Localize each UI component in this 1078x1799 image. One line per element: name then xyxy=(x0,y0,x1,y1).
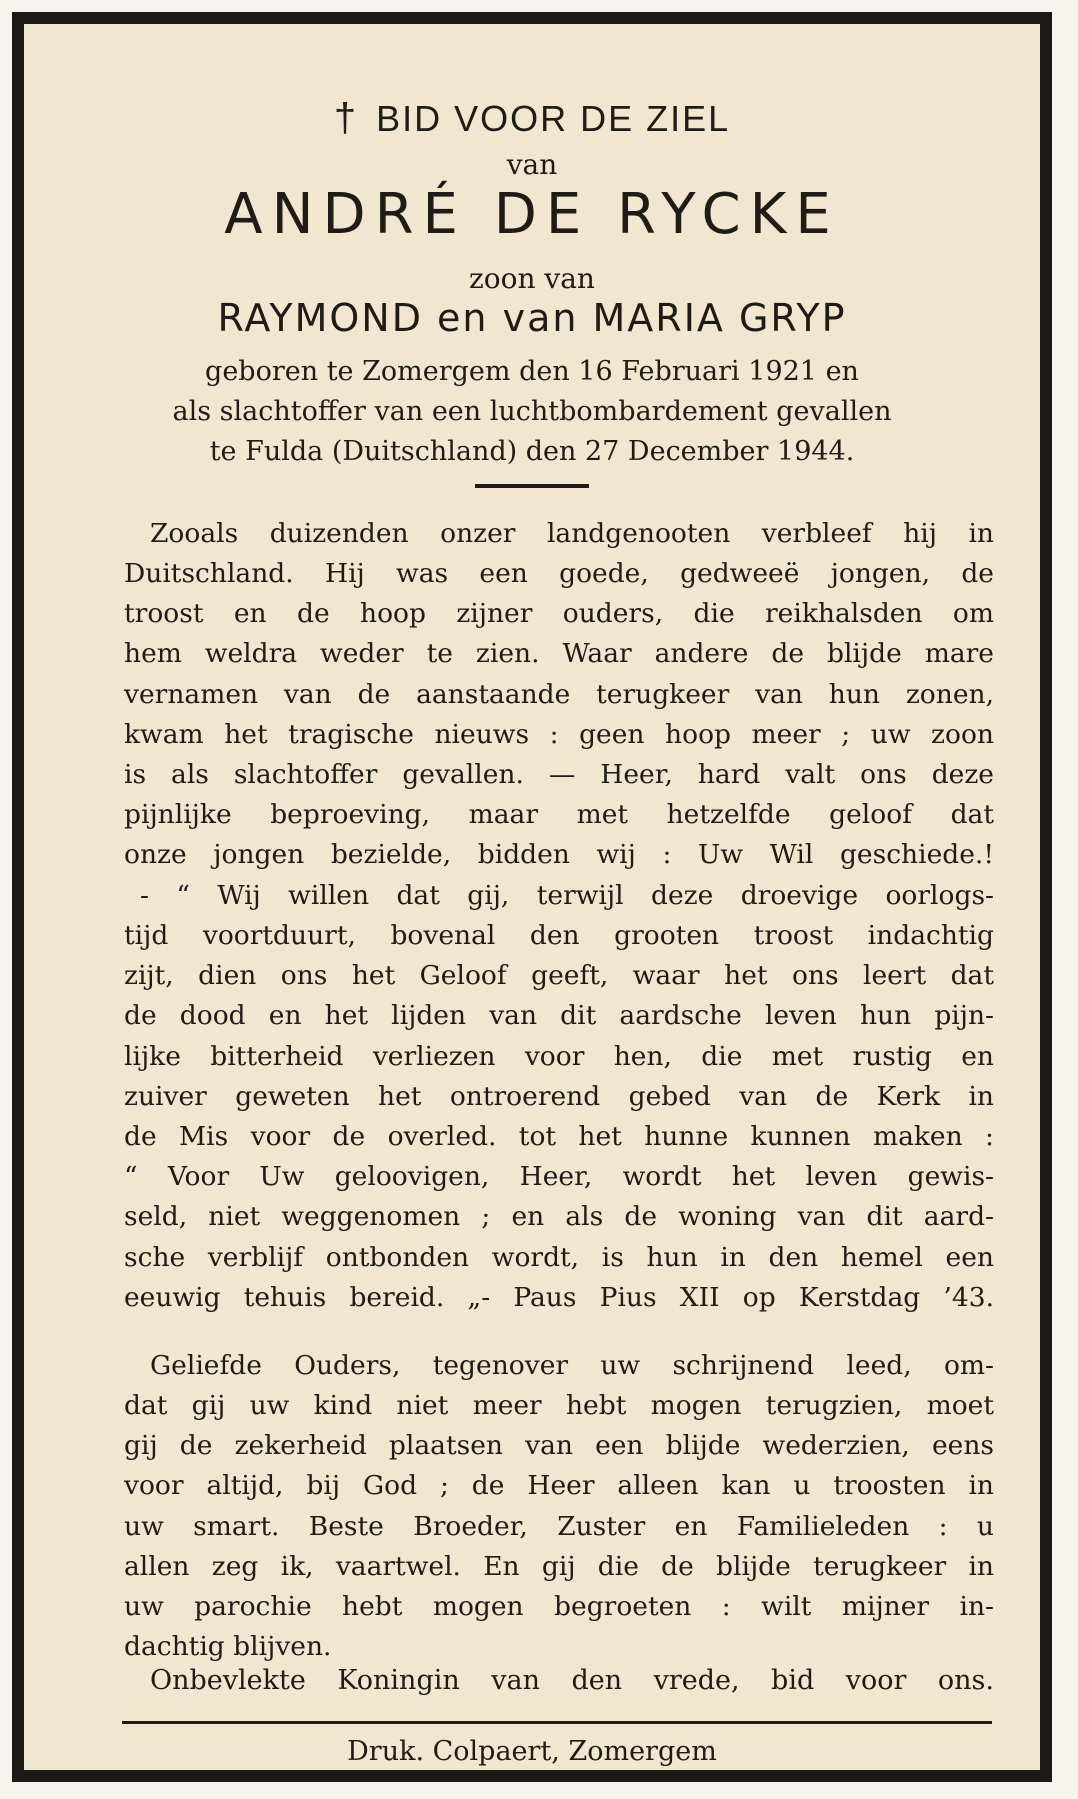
prayer-text: BID VOOR DE ZIEL xyxy=(376,98,731,139)
birth-line-1: geboren te Zomergem den 16 Februari 1921 en xyxy=(205,356,859,387)
memorial-card xyxy=(12,12,1052,1782)
zoon-van-label: zoon van xyxy=(469,262,595,295)
text-line: dachtig blijven. xyxy=(124,1631,332,1663)
cross-icon: † xyxy=(333,96,359,140)
paragraph-3-cont xyxy=(124,1386,994,1667)
footer-rule xyxy=(122,1721,992,1724)
prayer-heading xyxy=(24,96,1040,141)
text-line: Duitschland. Hij was een goede, gedweeë jongen, de xyxy=(124,558,994,589)
text-line: troost en de hoop zijner ouders, die reikhalsden om xyxy=(124,598,994,630)
text-line: voor altijd, bij God ; de Heer alleen kan u troosten in xyxy=(124,1470,994,1502)
text-line: pijnlijke beproeving, maar met hetzelfde geloof dat xyxy=(124,799,994,831)
deceased-name: ANDRÉ DE RYCKE xyxy=(224,182,840,247)
text-line: kwam het tragische nieuws : geen hoop meer ; uw zoon xyxy=(124,718,994,750)
text-line: dat gij uw kind niet meer hebt mogen terugzien, moet xyxy=(124,1390,994,1421)
text-line: gij de zekerheid plaatsen van een blijde wederzien, eens xyxy=(124,1430,994,1462)
text-line: Zooals duizenden onzer landgenooten verbleef hij in xyxy=(150,518,994,549)
text-line: lijke bitterheid verliezen voor hen, die met rustig en xyxy=(124,1040,994,1072)
text-line: tijd voortduurt, bovenal den grooten troost indachtig xyxy=(124,920,994,951)
text-line: vernamen van de aanstaande terugkeer van hun zonen, xyxy=(124,678,994,710)
divider xyxy=(475,484,589,488)
text-line: zuiver geweten het ontroerend gebed van de Kerk in xyxy=(124,1080,994,1112)
text-line: zijt, dien ons het Geloof geeft, waar het ons leert dat xyxy=(124,960,994,992)
text-line: is als slachtoffer gevallen. — Heer, hard valt ons deze xyxy=(124,759,994,791)
text-line: uw smart. Beste Broeder, Zuster en Familieleden : u xyxy=(124,1510,994,1542)
text-line: sche verblijf ontbonden wordt, is hun in den hemel een xyxy=(124,1241,994,1273)
birth-line-2: als slachtoffer van een luchtbombardement gevallen xyxy=(172,396,892,427)
text-line: eeuwig tehuis bereid. „- Paus Pius XII op Kerstdag ’43. xyxy=(124,1281,994,1313)
paragraph-1 xyxy=(124,514,994,554)
text-line: uw parochie hebt mogen begroeten : wilt mijner in- xyxy=(124,1591,994,1623)
text-line: hem weldra weder te zien. Waar andere de blijde mare xyxy=(124,638,994,670)
text-line: onze jongen bezielde, bidden wij : Uw Wil geschiede.! xyxy=(124,839,994,871)
text-line: de dood en het lijden van dit aardsche leven hun pijn- xyxy=(124,1000,994,1032)
parents-names: RAYMOND en van MARIA GRYP xyxy=(217,296,847,340)
paragraph-3 xyxy=(124,1346,994,1386)
text-line: de Mis voor de overled. tot het hunne kunnen maken : xyxy=(124,1121,994,1153)
paragraph-2-cont xyxy=(124,916,994,1318)
text-line: seld, niet weggenomen ; en als de woning van dit aard- xyxy=(124,1201,994,1233)
closing-prayer xyxy=(124,1661,994,1701)
paragraph-2 xyxy=(124,876,994,916)
text-line: allen zeg ik, vaartwel. En gij die de blijde terugkeer in xyxy=(124,1550,994,1582)
text-line: “ Voor Uw geloovigen, Heer, wordt het leven gewis- xyxy=(124,1161,994,1193)
birth-line-3: te Fulda (Duitschland) den 27 December 1944. xyxy=(209,436,855,467)
text-line: Geliefde Ouders, tegenover uw schrijnend leed, om- xyxy=(150,1350,994,1381)
van-label: van xyxy=(506,148,558,181)
printer-credit: Druk. Colpaert, Zomergem xyxy=(347,1736,717,1767)
text-line: Onbevlekte Koningin van den vrede, bid voor ons. xyxy=(150,1665,994,1696)
text-line: - “ Wij willen dat gij, terwijl deze droevige oorlogs- xyxy=(140,880,994,911)
paragraph-1-cont xyxy=(124,554,994,876)
card-content xyxy=(24,24,1040,1770)
